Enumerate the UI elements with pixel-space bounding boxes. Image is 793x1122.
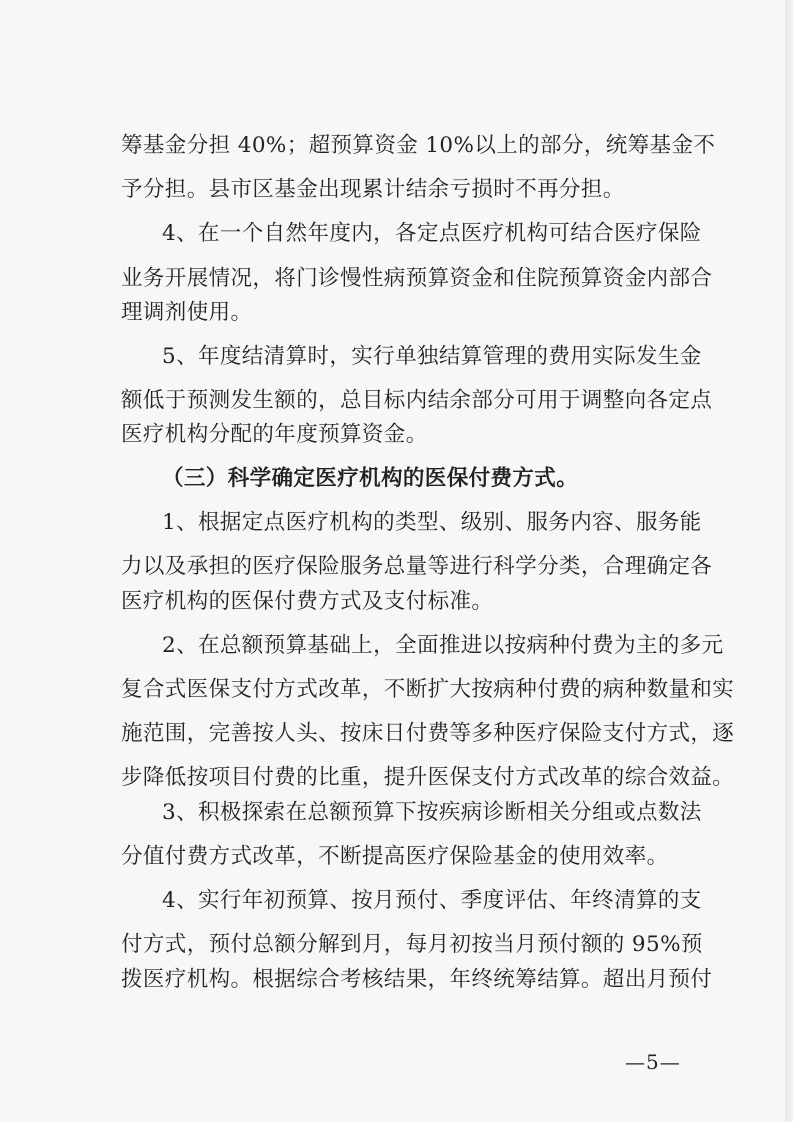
text-line-12: 医疗机构的医保付费方式及支付标准。 [121, 589, 494, 614]
text-line-8: 医疗机构分配的年度预算资金。 [121, 422, 428, 447]
text-line-3: 4、在一个自然年度内，各定点医疗机构可结合医疗保险 [162, 221, 702, 246]
text-line-21: 拨医疗机构。根据综合考核结果，年终统筹结算。超出月预付 [121, 967, 713, 992]
text-line-19: 4、实行年初预算、按月预付、季度评估、年终清算的支 [162, 888, 702, 913]
scan-edge [785, 0, 793, 1122]
text-line-14: 复合式医保支付方式改革，不断扩大按病种付费的病种数量和实 [121, 677, 735, 702]
section-heading: （三）科学确定医疗机构的医保付费方式。 [162, 466, 579, 491]
text-line-17: 3、积极探索在总额预算下按疾病诊断相关分组或点数法 [162, 800, 702, 825]
text-line-16: 步降低按项目付费的比重，提升医保支付方式改革的综合效益。 [121, 765, 735, 790]
text-line-20: 付方式，预付总额分解到月，每月初按当月预付额的 95%预 [121, 932, 703, 957]
text-line-1: 筹基金分担 40%；超预算资金 10%以上的部分，统筹基金不 [121, 133, 716, 158]
text-line-6: 5、年度结清算时，实行单独结算管理的费用实际发生金 [162, 344, 702, 369]
text-line-10: 1、根据定点医疗机构的类型、级别、服务内容、服务能 [162, 510, 702, 535]
text-line-5: 理调剂使用。 [121, 300, 253, 325]
text-line-13: 2、在总额预算基础上，全面推进以按病种付费为主的多元 [162, 633, 724, 658]
text-line-11: 力以及承担的医疗保险服务总量等进行科学分类，合理确定各 [121, 554, 713, 579]
text-line-15: 施范围，完善按人头、按床日付费等多种医疗保险支付方式，逐 [121, 721, 735, 746]
text-line-18: 分值付费方式改革，不断提高医疗保险基金的使用效率。 [121, 844, 669, 869]
page-number: —5— [625, 1050, 681, 1074]
text-line-7: 额低于预测发生额的，总目标内结余部分可用于调整向各定点 [121, 388, 713, 413]
text-line-2: 予分担。县市区基金出现累计结余亏损时不再分担。 [121, 177, 625, 202]
text-line-4: 业务开展情况，将门诊慢性病预算资金和住院预算资金内部合 [121, 266, 713, 291]
